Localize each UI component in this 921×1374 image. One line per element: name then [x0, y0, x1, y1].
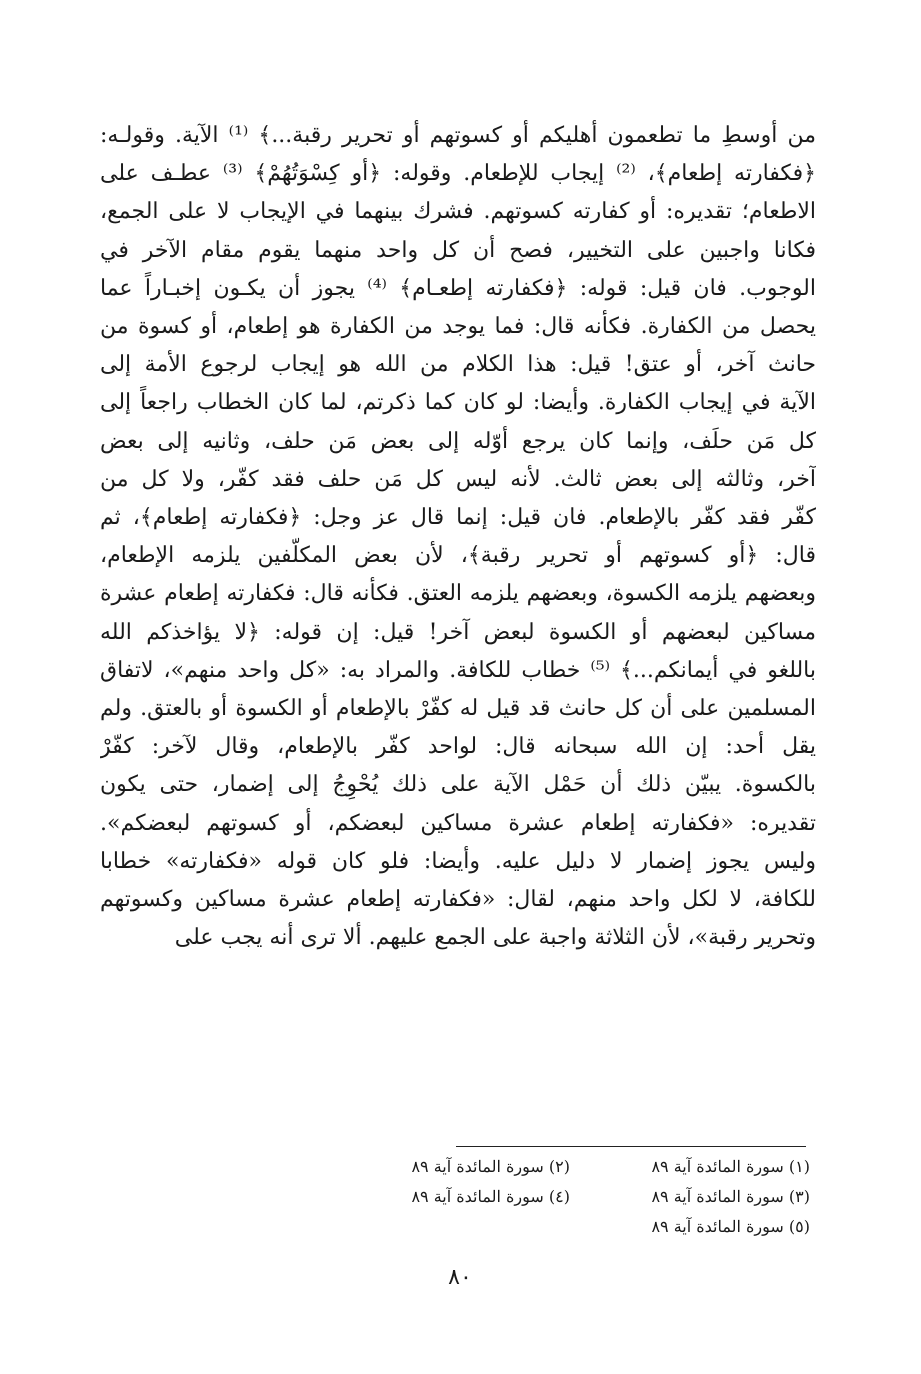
text-line: الوجوب. فان قيل: قوله: ﴿فكفارته إطعـام﴾ ⁽⁴⁾ يجوز أن يكـون إخبـاراً عما	[100, 275, 816, 301]
text-line: بالكسوة. يبيّن ذلك أن حَمْل الآية على ذلك يُحْوِجُ إلى إضمار، حتى يكون	[100, 772, 816, 798]
text-line: المسلمين على أن كل حانث قد قيل له كفّرْ بالإطعام أو الكسوة أو بالعتق. ولم	[100, 696, 816, 722]
footnote-5: (٥) سورة المائدة آية ٨٩	[651, 1217, 810, 1236]
text-line: الاطعام؛ تقديره: أو كفارته كسوتهم. فشرك بينهما في الإيجاب لا على الجمع،	[100, 199, 816, 225]
text-line: وليس يجوز إضمار لا دليل عليه. وأيضا: فلو كان قوله «فكفارته» خطابا	[100, 848, 816, 874]
text-line: كفّر فقد كفّر بالإطعام. فان قيل: إنما قال عز وجل: ﴿فكفارته إطعام﴾، ثم	[100, 505, 816, 531]
footnote-1: (١) سورة المائدة آية ٨٩	[651, 1157, 810, 1176]
text-line: آخر، وثالثه إلى بعض ثالث. لأنه ليس كل مَن حلف فقد كفّر، ولا كل من	[100, 466, 816, 492]
footnote-row	[330, 1152, 810, 1182]
footnotes	[330, 1152, 810, 1242]
text-line: من أوسطِ ما تطعمون أهليكم أو كسوتهم أو تحرير رقبة...﴾ ⁽¹⁾ الآية. وقولـه:	[100, 123, 816, 148]
text-line: ﴿فكفارته إطعام﴾، ⁽²⁾ إيجاب للإطعام. وقوله: ﴿أو كِسْوَتُهُمْ﴾ ⁽³⁾ عطـف على	[100, 161, 816, 187]
footnote-divider	[456, 1146, 806, 1147]
text-line: قال: ﴿أو كسوتهم أو تحرير رقبة﴾، لأن بعض المكلّفين يلزمه الإطعام،	[100, 543, 816, 569]
text-line: يقل أحد: إن الله سبحانه قال: لواحد كفّر بالإطعام، وقال لآخر: كفّرْ	[100, 734, 816, 760]
footnote-row	[330, 1212, 810, 1242]
text-line: وتحرير رقبة»، لأن الثلاثة واجبة على الجمع عليهم. ألا ترى أنه يجب على	[174, 925, 816, 951]
text-line: مساكين لبعضهم أو الكسوة لبعض آخر! قيل: إن قوله: ﴿لا يؤاخذكم الله	[100, 619, 816, 645]
text-line: فكانا واجبين على التخيير، فصح أن كل واحد منهما يقوم مقام الآخر في	[100, 237, 816, 263]
text-line: يحصل من الكفارة. فكأنه قال: فما يوجد من الكفارة هو إطعام، أو كسوة من	[100, 314, 816, 340]
text-line: تقديره: «فكفارته إطعام عشرة مساكين لبعضكم، أو كسوتهم لبعضكم».	[100, 810, 816, 836]
footnote-2: (٢) سورة المائدة آية ٨٩	[411, 1157, 570, 1176]
text-line: الآية في إيجاب الكفارة. وأيضا: لو كان كما ذكرتم، لما كان الخطاب راجعاً إلى	[100, 390, 816, 416]
text-line: باللغو في أيمانكم...﴾ ⁽⁵⁾ خطاب للكافة. والمراد به: «كل واحد منهم»، لاتفاق	[100, 657, 816, 683]
main-text	[100, 117, 816, 957]
text-line: حانث آخر، أو عتق! قيل: هذا الكلام من الله هو إيجاب لرجوع الأمة إلى	[100, 352, 816, 378]
footnote-row	[330, 1182, 810, 1212]
page-number: ٨٠	[448, 1265, 472, 1290]
text-line: وبعضهم يلزمه الكسوة، وبعضهم يلزمه العتق. فكأنه قال: فكفارته إطعام عشرة	[100, 581, 816, 607]
text-line: كل مَن حلَف، وإنما كان يرجع أوّله إلى بعض مَن حلف، وثانيه إلى بعض	[100, 428, 816, 454]
footnote-4: (٤) سورة المائدة آية ٨٩	[411, 1187, 570, 1206]
footnote-3: (٣) سورة المائدة آية ٨٩	[651, 1187, 810, 1206]
text-line: للكافة، لا لكل واحد منهم، لقال: «فكفارته إطعام عشرة مساكين وكسوتهم	[100, 887, 816, 913]
